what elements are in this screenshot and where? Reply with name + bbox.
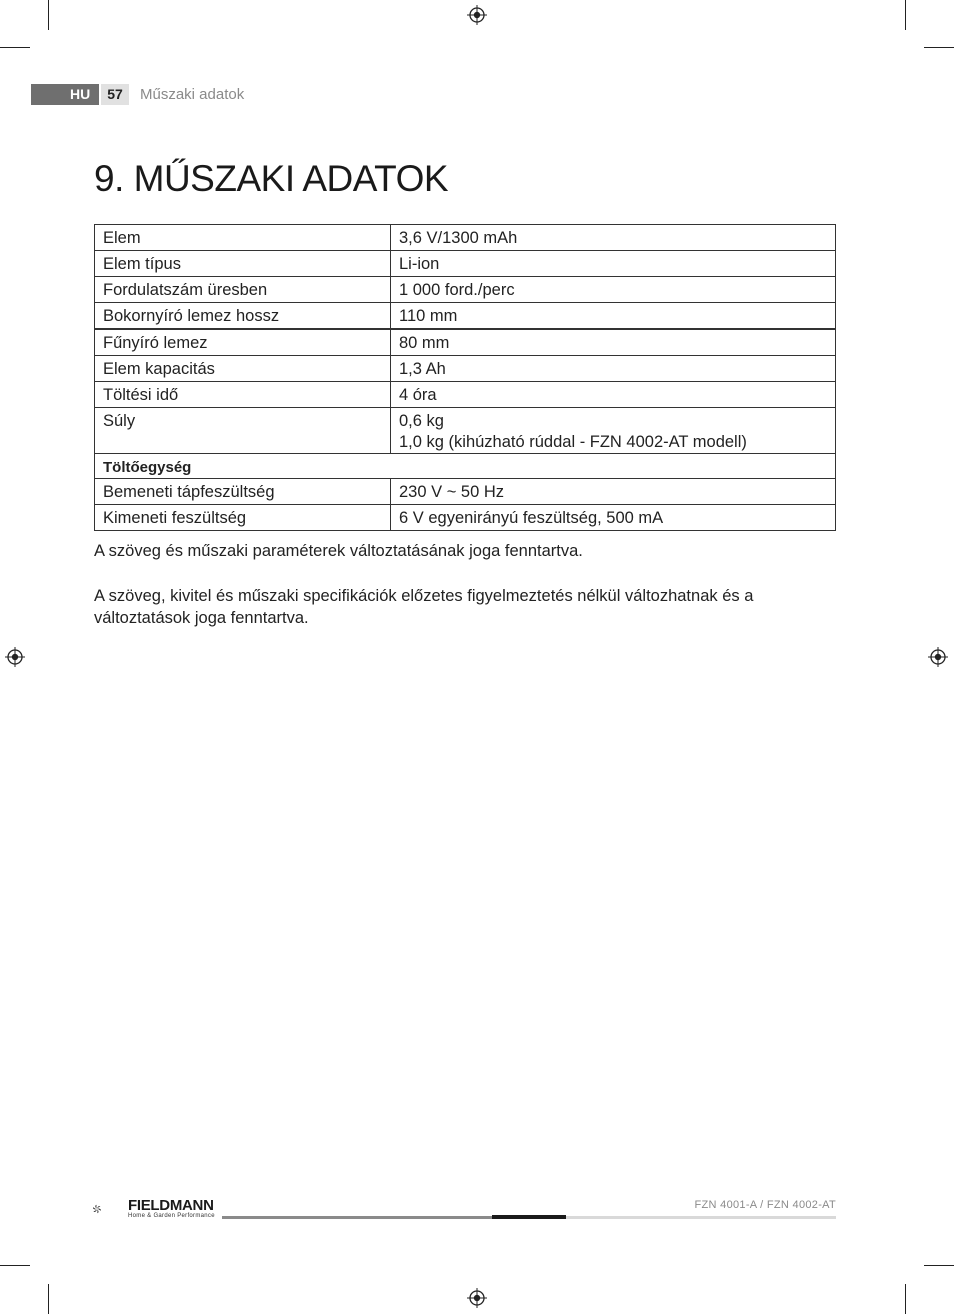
section-label: Műszaki adatok [140,86,245,103]
spec-label: Bokornyíró lemez hossz [95,303,391,330]
brand-name: FIELDMANN [128,1197,214,1214]
model-number: FZN 4001-A / FZN 4002-AT [694,1199,836,1211]
spec-label: Kimeneti feszültség [95,505,391,531]
crop-mark [48,1284,49,1314]
registration-mark-icon [467,5,487,25]
table-row [95,356,836,382]
spec-value: 3,6 V/1300 mAh [391,225,836,251]
fieldmann-logo-icon [93,1193,125,1225]
crop-mark [0,47,30,48]
table-subheading: Töltőegység [95,454,836,479]
crop-mark [0,1265,30,1266]
spec-value-line: 0,6 kg [399,412,444,430]
spec-value: 110 mm [391,303,836,330]
page-title: 9. MŰSZAKI ADATOK [94,158,449,199]
table-row [95,277,836,303]
footer-line [222,1216,492,1219]
table-row [95,225,836,251]
spec-value: 6 V egyenirányú feszültség, 500 mA [391,505,836,531]
registration-mark-icon [5,647,25,667]
spec-value-line: 1,0 kg (kihúzható rúddal - FZN 4002-AT modell) [399,433,747,451]
table-row [95,329,836,356]
spec-table [94,224,836,531]
crop-mark [924,47,954,48]
spec-label: Elem kapacitás [95,356,391,382]
spec-label: Fűnyíró lemez [95,329,391,356]
table-row [95,303,836,330]
registration-mark-icon [467,1288,487,1308]
spec-label: Bemeneti tápfeszültség [95,479,391,505]
spec-label: Fordulatszám üresben [95,277,391,303]
spec-value [391,408,836,454]
table-row [95,479,836,505]
table-row [95,382,836,408]
spec-label: Elem típus [95,251,391,277]
table-subheading-row [95,454,836,479]
table-row [95,251,836,277]
footer-line-accent [492,1215,566,1219]
crop-mark [905,1284,906,1314]
table-row [95,408,836,454]
spec-label: Töltési idő [95,382,391,408]
footer-line [566,1216,836,1219]
table-row [95,505,836,531]
crop-mark [48,0,49,30]
spec-value: 4 óra [391,382,836,408]
spec-value: 230 V ~ 50 Hz [391,479,836,505]
spec-value: 80 mm [391,329,836,356]
spec-value: Li-ion [391,251,836,277]
page-number: 57 [101,84,129,105]
crop-mark [924,1265,954,1266]
language-code: HU [70,86,91,102]
spec-value: 1,3 Ah [391,356,836,382]
spec-value: 1 000 ford./perc [391,277,836,303]
crop-mark [905,0,906,30]
spec-label: Súly [95,408,391,454]
brand-tagline: Home & Garden Performance [128,1213,215,1219]
note-paragraph: A szöveg és műszaki paraméterek változtatásának joga fenntartva. [94,542,583,560]
registration-mark-icon [928,647,948,667]
note-paragraph: A szöveg, kivitel és műszaki specifikációk előzetes figyelmeztetés nélkül változhatnak és a változtatások joga fenntartva. [94,587,754,627]
spec-label: Elem [95,225,391,251]
